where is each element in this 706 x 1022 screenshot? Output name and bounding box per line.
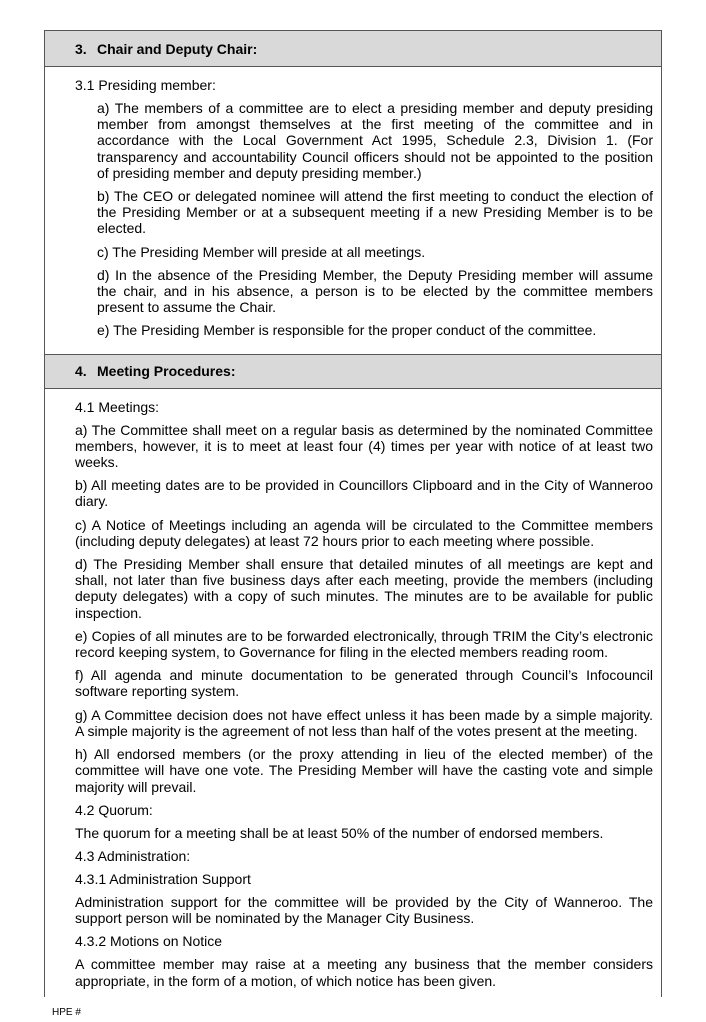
paragraph-4-1-g: g) A Committee decision does not have effect unless it has been made by a simple majority. A simple majority is the agreement of not less than half of the votes present at the meeting.	[75, 706, 653, 739]
paragraph-4-1-c: c) A Notice of Meetings including an agenda will be circulated to the Committee members (including deputy delegates) at least 72 hours prior to each meeting where possible.	[75, 516, 653, 549]
quorum-paragraph: The quorum for a meeting shall be at least 50% of the number of endorsed members.	[75, 824, 604, 841]
paragraph-3-1-a: a) The members of a committee are to elect a presiding member and deputy presiding member from amongst themselves at the first meeting of the committee and in accordance with the Local Government Act 1995, Schedule 2.3, Division 1. (For transparency and accountability Council officers should not be appointed to the position of presiding member and deputy presiding member.)	[97, 100, 653, 181]
administration-support-heading: 4.3.1 Administration Support	[75, 870, 251, 887]
section-4-header	[45, 354, 661, 389]
section-4-title: Meeting Procedures:	[97, 363, 236, 380]
paragraph-3-1-d: d) In the absence of the Presiding Member, the Deputy Presiding member will assume the chair, and in his absence, a person is to be elected by the committee members present to assume the Chair.	[97, 266, 653, 316]
motions-on-notice-heading: 4.3.2 Motions on Notice	[75, 933, 223, 950]
administration-support-paragraph: Administration support for the committee will be provided by the City of Wanneroo. The support person will be nominated by the Manager City Business.	[75, 893, 653, 927]
paragraph-3-1-b: b) The CEO or delegated nominee will attend the first meeting to conduct the election of the Presiding Member or at a subsequent meeting if a new Presiding Member is to be elected.	[97, 188, 653, 237]
meetings-heading: 4.1 Meetings:	[75, 398, 160, 415]
section-3-body	[45, 67, 661, 354]
hpe-footer-label: HPE #	[52, 1007, 81, 1018]
paragraph-4-1-f: f) All agenda and minute documentation to be generated through Council’s Infocouncil software reporting system.	[75, 667, 653, 700]
section-3-number: 3.	[75, 40, 87, 57]
presiding-member-heading: 3.1 Presiding member:	[75, 77, 216, 93]
quorum-heading: 4.2 Quorum:	[75, 801, 153, 818]
section-3-header	[45, 31, 661, 67]
section-3-title: Chair and Deputy Chair:	[97, 40, 258, 57]
administration-heading: 4.3 Administration:	[75, 847, 191, 864]
paragraph-4-1-h: h) All endorsed members (or the proxy attending in lieu of the elected member) of the committee will have one vote. The Presiding Member will have the casting vote and simple majority will prevail.	[75, 746, 653, 795]
paragraph-4-1-e: e) Copies of all minutes are to be forwarded electronically, through TRIM the City’s electronic record keeping system, to Governance for filing in the elected members reading room.	[75, 627, 653, 661]
section-4-body	[45, 389, 661, 989]
motions-on-notice-paragraph: A committee member may raise at a meeting any business that the member considers appropriate, in the form of a motion, of which notice has been given.	[75, 956, 653, 989]
paragraph-3-1-c: c) The Presiding Member will preside at all meetings.	[97, 243, 426, 260]
paragraph-3-1-e: e) The Presiding Member is responsible for the proper conduct of the committee.	[97, 322, 597, 339]
paragraph-4-1-d: d) The Presiding Member shall ensure that detailed minutes of all meetings are kept and shall, not later than five business days after each meeting, provide the members (including deputy delegates) with a copy of such minutes. The minutes are to be available for public inspection.	[75, 556, 653, 621]
paragraph-4-1-a: a) The Committee shall meet on a regular basis as determined by the nominated Committee members, however, it is to meet at least four (4) times per year with notice of at least two weeks.	[75, 421, 653, 471]
paragraph-4-1-b: b) All meeting dates are to be provided in Councillors Clipboard and in the City of Wanneroo diary.	[75, 477, 653, 510]
section-4-number: 4.	[75, 363, 87, 380]
document-table	[44, 30, 662, 997]
